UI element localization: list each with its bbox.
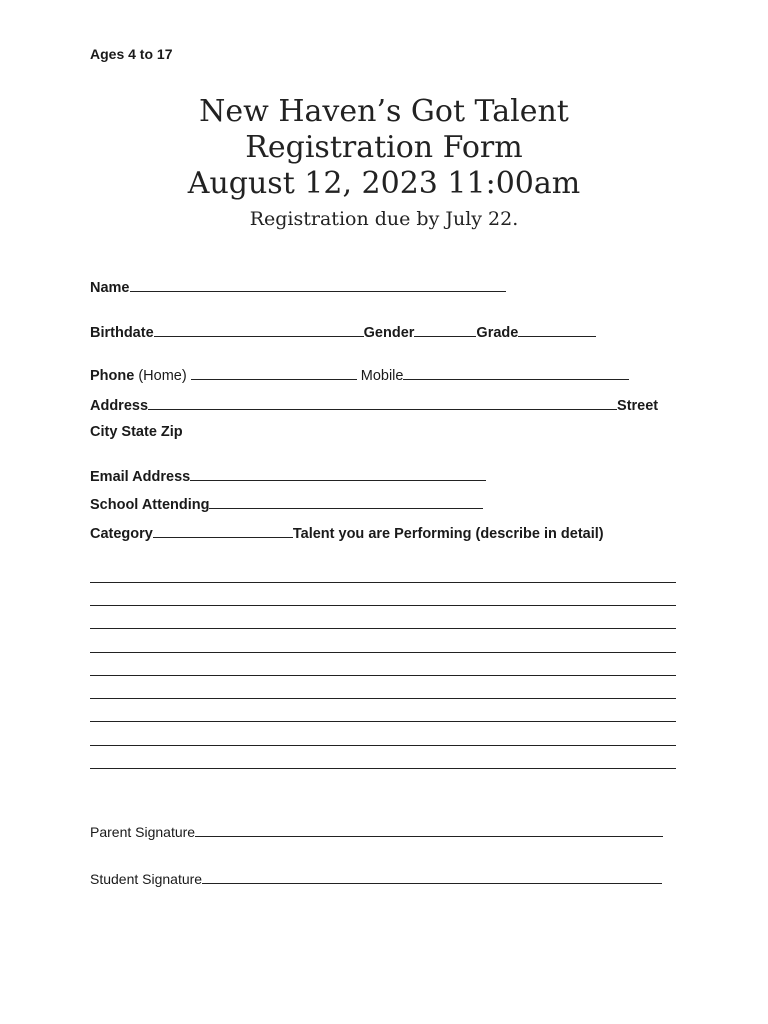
phone-home-label: (Home): [138, 368, 187, 384]
student-signature-label: Student Signature: [90, 871, 203, 887]
phone-row: [90, 367, 629, 384]
school-row: [90, 496, 483, 513]
talent-description-line[interactable]: [90, 745, 676, 746]
name-row: [90, 279, 506, 296]
talent-description-line[interactable]: [90, 582, 676, 583]
gender-label: Gender: [363, 325, 415, 341]
mobile-phone-field[interactable]: [403, 367, 629, 380]
student-signature-field[interactable]: [202, 871, 662, 884]
address-row: [90, 397, 658, 414]
talent-description-line[interactable]: [90, 628, 676, 629]
gender-field[interactable]: [414, 324, 476, 337]
address-field[interactable]: [148, 397, 617, 410]
talent-description-line[interactable]: [90, 721, 676, 722]
talent-description-line[interactable]: [90, 698, 676, 699]
phone-label: Phone: [90, 368, 135, 384]
email-label: Email Address: [90, 469, 191, 485]
city-state-zip-label[interactable]: City State Zip: [90, 424, 183, 440]
form-title-line-1: New Haven’s Got Talent: [199, 94, 569, 129]
birthdate-label: Birthdate: [90, 325, 154, 341]
street-label: Street: [617, 398, 659, 414]
parent-signature-label: Parent Signature: [90, 824, 196, 840]
category-label: Category: [90, 526, 153, 542]
category-field[interactable]: [153, 525, 293, 538]
mobile-label: Mobile: [360, 368, 404, 384]
event-date-time: August 12, 2023 11:00am: [187, 166, 581, 201]
category-row: [90, 525, 604, 542]
talent-label: Talent you are Performing (describe in detail): [292, 526, 604, 542]
school-label: School Attending: [90, 497, 210, 513]
parent-signature-field[interactable]: [195, 824, 663, 837]
name-field[interactable]: [130, 279, 506, 292]
email-row: [90, 468, 486, 485]
parent-signature-row: [90, 824, 663, 840]
age-range-note: Ages 4 to 17: [90, 46, 173, 62]
talent-description-line[interactable]: [90, 675, 676, 676]
city-state-zip-row: [90, 424, 183, 440]
form-title-line-2: Registration Form: [245, 130, 523, 165]
name-label: Name: [90, 280, 130, 296]
school-field[interactable]: [209, 496, 483, 509]
home-phone-field[interactable]: [191, 367, 357, 380]
talent-description-line[interactable]: [90, 605, 676, 606]
student-signature-row: [90, 871, 662, 887]
registration-deadline: Registration due by July 22.: [249, 208, 519, 230]
birthdate-row: [90, 324, 596, 341]
birthdate-field[interactable]: [154, 324, 364, 337]
talent-description-line[interactable]: [90, 652, 676, 653]
grade-field[interactable]: [518, 324, 596, 337]
grade-label: Grade: [476, 325, 519, 341]
address-label: Address: [90, 398, 149, 414]
email-field[interactable]: [190, 468, 486, 481]
talent-description-line[interactable]: [90, 768, 676, 769]
